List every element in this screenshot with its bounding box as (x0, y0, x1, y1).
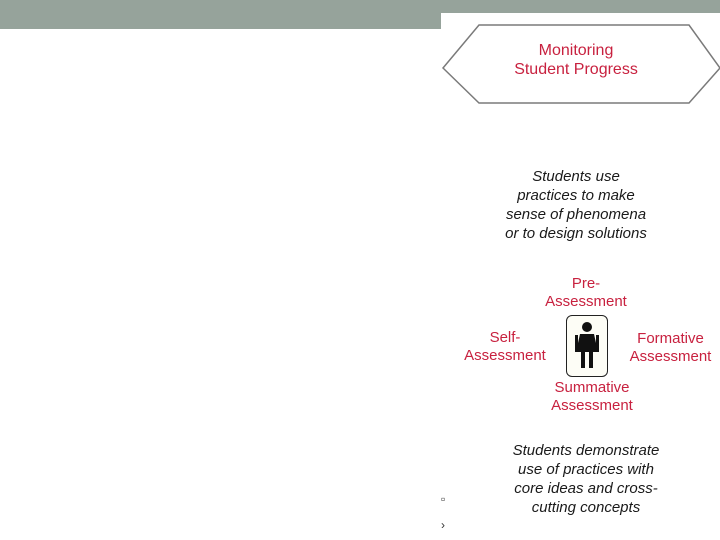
hexagon-title: Monitoring Student Progress (514, 42, 638, 78)
pre-assessment-label: Pre- Assessment (545, 275, 627, 310)
self-assessment-label: Self- Assessment (464, 329, 546, 364)
demonstrate-text: Students demonstrate use of practices with core ideas and cross- cutting concepts (512, 442, 660, 516)
formative-assessment-label: Formative Assessment (629, 330, 712, 365)
arrow-right-icon: › (441, 518, 445, 532)
practices-text: Students use practices to make sense of phenomena or to design solutions (505, 168, 647, 242)
monitoring-diagram (441, 13, 720, 540)
person-icon (566, 315, 608, 377)
summative-assessment-label: Summative Assessment (551, 379, 633, 414)
cropped-edge-icon: ▫ (441, 492, 446, 506)
